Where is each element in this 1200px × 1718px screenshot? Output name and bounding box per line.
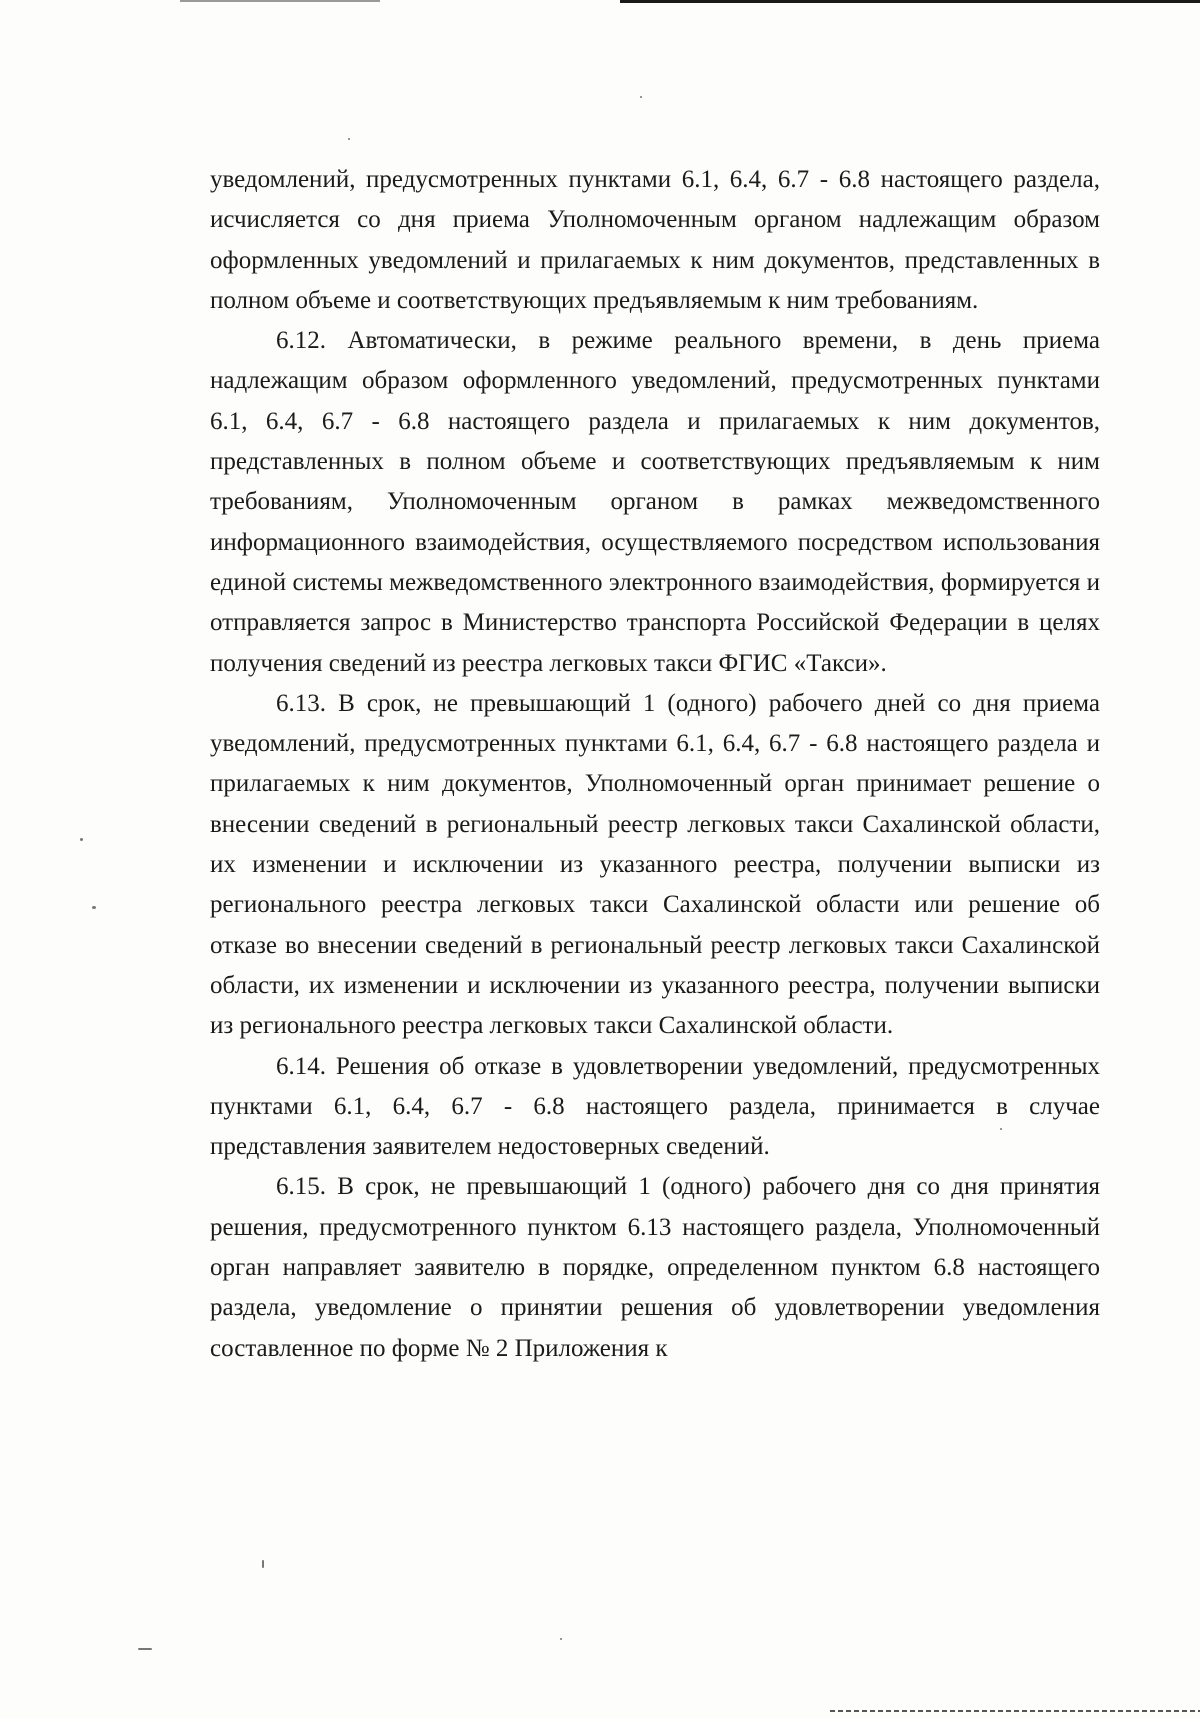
paragraph-6-14: 6.14. Решения об отказе в удовлетворении уведомлений, предусмотренных пунктами 6.1, 6.4, 6.7 - 6.8 настоящего раздела, принимается в случае представления заявителем недостоверных сведений. bbox=[210, 1052, 1100, 1161]
scan-edge-top bbox=[620, 0, 1200, 3]
scan-speck bbox=[80, 838, 83, 841]
scan-speck bbox=[640, 96, 642, 98]
scan-speck bbox=[92, 906, 96, 909]
paragraph-6-13: 6.13. В срок, не превышающий 1 (одного) рабочего дней со дня приема уведомлений, предусмотренных пунктами 6.1, 6.4, 6.7 - 6.8 настоящего раздела и прилагаемых к ним документов, Уполномоченный орган принимает решение о внесении сведений в региональный реестр легковых такси Сахалинской области, их изменении и исключении из указанного реестра, получении выписки из регионального реестра легковых такси Сахалинской области или решение об отказе во внесении сведений в региональный реестр легковых такси Сахалинской области, их изменении и исключении из указанного реестра, получении выписки из регионального реестра легковых такси Сахалинской области. bbox=[210, 689, 1100, 1040]
scan-speck bbox=[138, 1648, 152, 1650]
scan-speck bbox=[348, 138, 350, 140]
paragraph-6-12: 6.12. Автоматически, в режиме реального времени, в день приема надлежащим образом оформленного уведомлений, предусмотренных пунктами 6.1, 6.4, 6.7 - 6.8 настоящего раздела и прилагаемых к ним документов, представленных в полном объеме и соответствующих предъявляемым к ним требованиям, Уполномоченным органом в рамках межведомственного информационного взаимодействия, осуществляемого посредством использования единой системы межведомственного электронного взаимодействия, формируется и отправляется запрос в Министерство транспорта Российской Федерации в целях получения сведений из реестра легковых такси ФГИС «Такси». bbox=[210, 327, 1100, 677]
document-body bbox=[210, 160, 1100, 1369]
paragraph-6-15: 6.15. В срок, не превышающий 1 (одного) рабочего дня со дня принятия решения, предусмотренного пунктом 6.13 настоящего раздела, Уполномоченный орган направляет заявителю в порядке, определенном пунктом 6.8 настоящего раздела, уведомление о принятии решения об удовлетворении уведомления составленное по форме № 2 Приложения к bbox=[210, 1173, 1100, 1362]
scan-edge-bottom bbox=[830, 1710, 1200, 1712]
paragraph-continuation: уведомлений, предусмотренных пунктами 6.1, 6.4, 6.7 - 6.8 настоящего раздела, исчисляется со дня приема Уполномоченным органом надлежащим образом оформленных уведомлений и прилагаемых к ним документов, представленных в полном объеме и соответствующих предъявляемым к ним требованиям. bbox=[210, 166, 1100, 314]
scan-speck bbox=[560, 1638, 562, 1640]
scan-edge-top-left bbox=[180, 0, 380, 2]
scan-speck bbox=[262, 1560, 264, 1568]
